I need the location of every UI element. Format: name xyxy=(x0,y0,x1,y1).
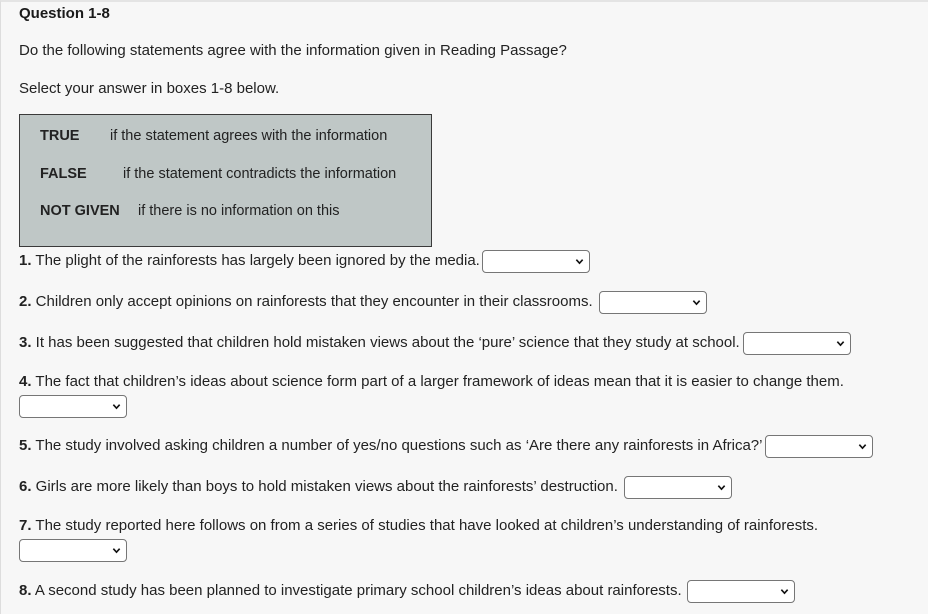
statement-2 xyxy=(19,293,593,310)
statement-number: 8. xyxy=(19,582,32,599)
legend-term: TRUE xyxy=(40,128,80,144)
statement-number: 5. xyxy=(19,437,32,454)
statement-1 xyxy=(19,252,480,269)
answer-select-7[interactable] xyxy=(19,539,127,562)
question-instruction: Do the following statements agree with the information given in Reading Passage? xyxy=(19,42,567,59)
statement-number: 7. xyxy=(19,517,32,534)
legend-desc: if there is no information on this xyxy=(138,203,340,219)
answer-select-5[interactable] xyxy=(765,435,873,458)
statement-text: It has been suggested that children hold mistaken views about the ‘pure’ science that they study at school. xyxy=(31,334,740,351)
legend-row-true xyxy=(40,128,387,144)
statement-number: 1. xyxy=(19,252,32,269)
legend-term: NOT GIVEN xyxy=(40,203,120,219)
answer-select-4[interactable] xyxy=(19,395,127,418)
legend-term: FALSE xyxy=(40,166,87,182)
chevron-down-icon xyxy=(112,402,121,411)
chevron-down-icon xyxy=(575,257,584,266)
statement-4 xyxy=(19,373,844,390)
statement-text: Girls are more likely than boys to hold mistaken views about the rainforests’ destruction. xyxy=(31,478,618,495)
answer-key-box xyxy=(19,114,432,247)
chevron-down-icon xyxy=(858,442,867,451)
statement-number: 3. xyxy=(19,334,32,351)
legend-desc: if the statement contradicts the information xyxy=(123,166,397,182)
statement-number: 2. xyxy=(19,293,32,310)
answer-select-8[interactable] xyxy=(687,580,795,603)
chevron-down-icon xyxy=(692,298,701,307)
select-note: Select your answer in boxes 1-8 below. xyxy=(19,80,280,97)
statement-number: 4. xyxy=(19,373,32,390)
statement-text: The plight of the rainforests has largely been ignored by the media. xyxy=(31,252,480,269)
answer-select-3[interactable] xyxy=(743,332,851,355)
statement-text: The study involved asking children a number of yes/no questions such as ‘Are there any rainforests in Africa?’ xyxy=(31,437,763,454)
statement-number: 6. xyxy=(19,478,32,495)
statement-text: The fact that children’s ideas about science form part of a larger framework of ideas mean that it is easier to change them. xyxy=(31,373,844,390)
answer-select-1[interactable] xyxy=(482,250,590,273)
statement-7 xyxy=(19,517,818,534)
statement-8 xyxy=(19,582,682,599)
statement-5 xyxy=(19,437,762,454)
chevron-down-icon xyxy=(780,587,789,596)
statement-text: The study reported here follows on from a series of studies that have looked at children’s understanding of rainforests. xyxy=(31,517,819,534)
chevron-down-icon xyxy=(112,546,121,555)
answer-select-6[interactable] xyxy=(624,476,732,499)
answer-select-2[interactable] xyxy=(599,291,707,314)
legend-row-not-given xyxy=(40,203,340,219)
legend-desc: if the statement agrees with the information xyxy=(110,128,388,144)
statement-3 xyxy=(19,334,740,351)
statement-6 xyxy=(19,478,618,495)
question-title: Question 1-8 xyxy=(19,5,110,22)
statement-text: A second study has been planned to investigate primary school children’s ideas about rainforests. xyxy=(31,582,682,599)
chevron-down-icon xyxy=(717,483,726,492)
legend-row-false xyxy=(40,166,396,182)
statement-text: Children only accept opinions on rainforests that they encounter in their classrooms. xyxy=(31,293,593,310)
chevron-down-icon xyxy=(836,339,845,348)
